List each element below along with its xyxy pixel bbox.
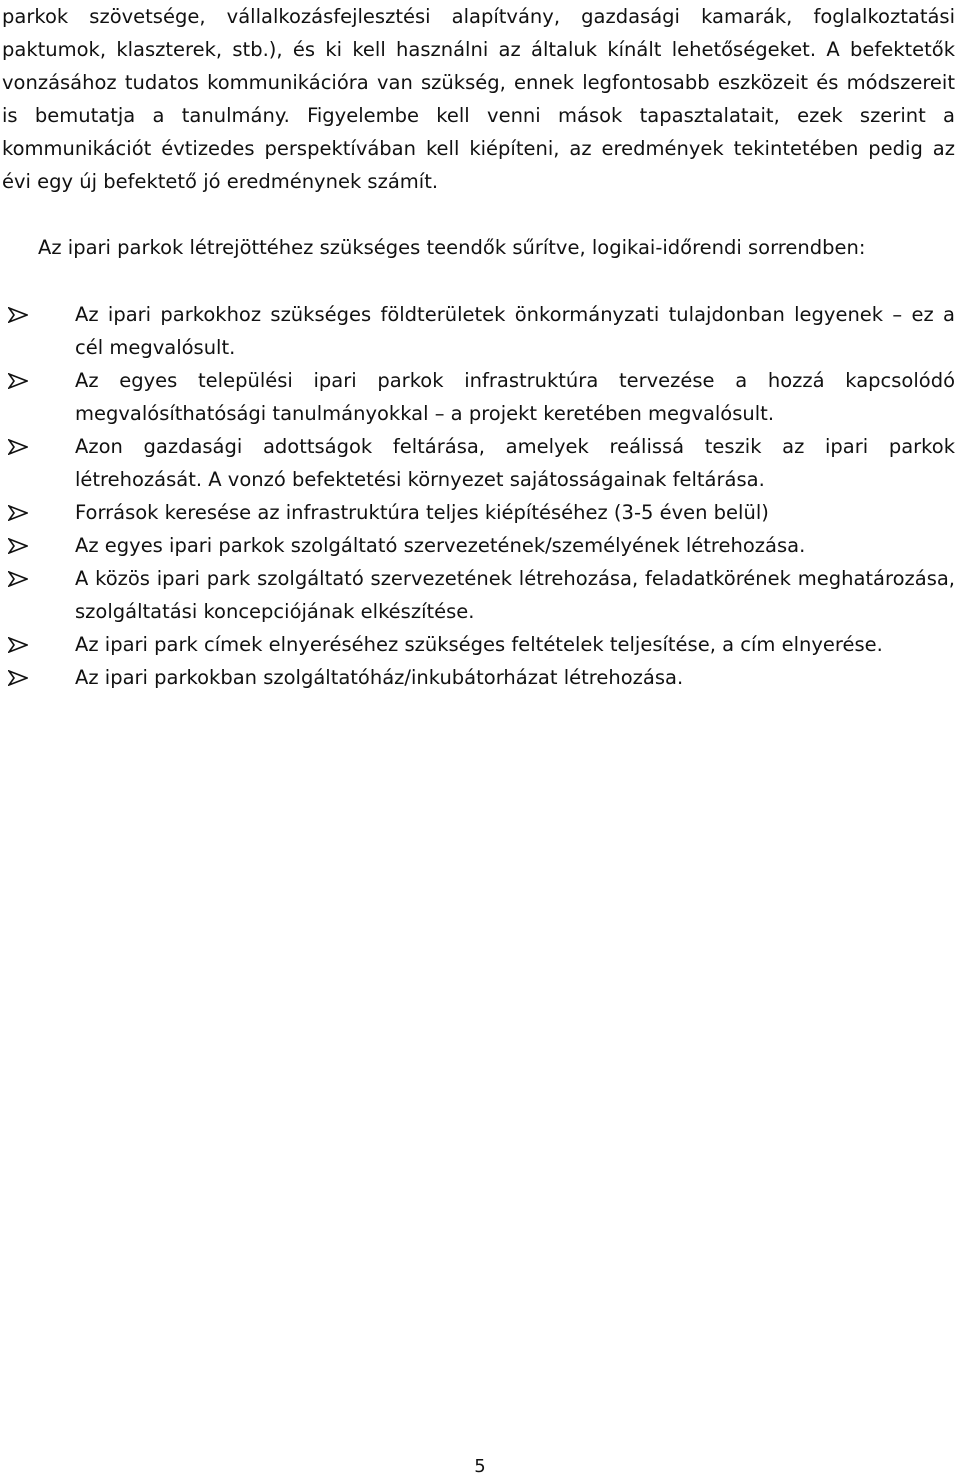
list-item (2, 364, 955, 430)
page-number (0, 1455, 960, 1479)
arrowhead-bullet-icon (8, 505, 28, 521)
list-item (2, 562, 955, 628)
list-item-text: A közös ipari park szolgáltató szervezetének létrehozása, feladatkörének meghatározása, szolgáltatási koncepciójának elkészítése. (75, 567, 955, 623)
page-body (2, 0, 955, 694)
arrowhead-bullet-icon (8, 439, 28, 455)
list-item-text: Az ipari parkokban szolgáltatóház/inkubátorházat létrehozása. (75, 666, 684, 689)
list-item (2, 430, 955, 496)
list-item (2, 298, 955, 364)
list-item (2, 661, 955, 694)
task-list (2, 298, 955, 694)
list-item-text: Az egyes ipari parkok szolgáltató szervezetének/személyének létrehozása. (75, 534, 806, 557)
page-number-text: 5 (474, 1456, 486, 1477)
list-item (2, 496, 955, 529)
arrowhead-bullet-icon (8, 670, 28, 686)
list-intro-paragraph: Az ipari parkok létrejöttéhez szükséges teendők sűrítve, logikai-időrendi sorrendben: (38, 236, 866, 259)
list-item (2, 529, 955, 562)
list-item (2, 628, 955, 661)
list-item-text: Azon gazdasági adottságok feltárása, amelyek reálissá teszik az ipari parkok létrehozását. A vonzó befektetési környezet sajátosságainak feltárása. (75, 435, 955, 491)
arrowhead-bullet-icon (8, 571, 28, 587)
list-item-text: Az egyes települési ipari parkok infrastruktúra tervezése a hozzá kapcsolódó megvalósíthatósági tanulmányokkal – a projekt keretében megvalósult. (75, 369, 955, 425)
list-item-text: Források keresése az infrastruktúra teljes kiépítéséhez (3-5 éven belül) (75, 501, 769, 524)
arrowhead-bullet-icon (8, 538, 28, 554)
arrowhead-bullet-icon (8, 307, 28, 323)
intro-paragraph: parkok szövetsége, vállalkozásfejlesztési alapítvány, gazdasági kamarák, foglalkoztatási paktumok, klaszterek, stb.), és ki kell használni az általuk kínált lehetőségeket. A befektetők vonzásához tudatos kommunikációra van szükség, ennek legfontosabb eszközeit és módszereit is bemutatja a tanulmány. Figyelembe kell venni mások tapasztalatait, ezek szerint a kommunikációt évtizedes perspektívában kell kiépíteni, az eredmények tekintetében pedig az évi egy új befektető jó eredménynek számít. (2, 5, 955, 193)
list-item-text: Az ipari park címek elnyeréséhez szükséges feltételek teljesítése, a cím elnyerése. (75, 633, 883, 656)
arrowhead-bullet-icon (8, 637, 28, 653)
arrowhead-bullet-icon (8, 373, 28, 389)
list-item-text: Az ipari parkokhoz szükséges földterületek önkormányzati tulajdonban legyenek – ez a cél megvalósult. (75, 303, 955, 359)
